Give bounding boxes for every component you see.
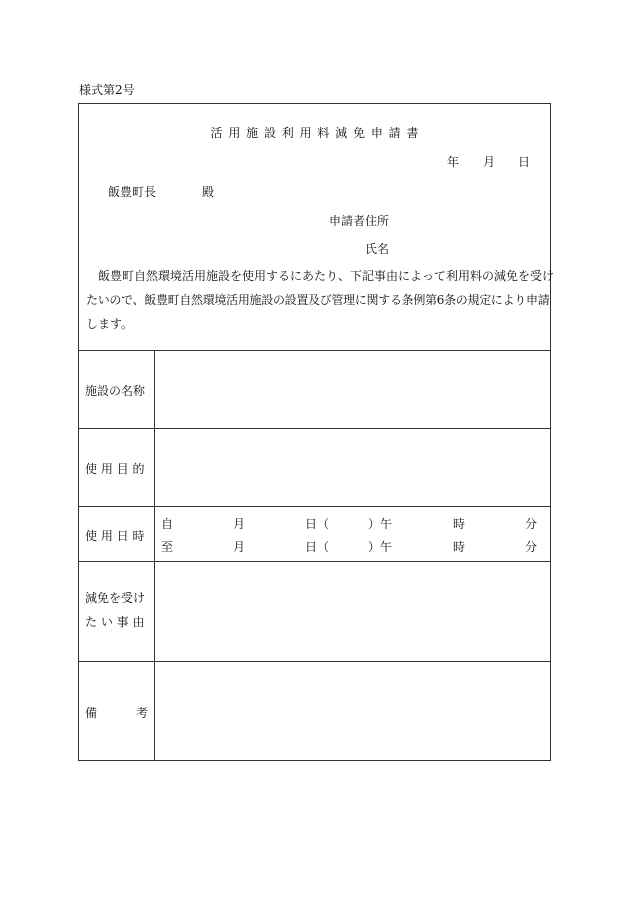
label-datetime: 使 用 日 時 xyxy=(85,529,145,543)
from-month: 月 xyxy=(233,517,246,531)
date-day: 日 xyxy=(518,155,531,169)
facility-name-field[interactable] xyxy=(155,351,550,428)
to-month: 月 xyxy=(233,540,246,554)
label-remarks-right: 考 xyxy=(136,706,149,720)
date-month: 月 xyxy=(483,155,496,169)
label-remarks-left: 備 xyxy=(85,706,98,720)
purpose-field[interactable] xyxy=(155,429,550,506)
form-number: 様式第2号 xyxy=(79,83,135,97)
datetime-from-row[interactable] xyxy=(0,515,630,533)
label-reason-line-2: た い 事 由 xyxy=(85,615,145,629)
to-hour: 時 xyxy=(453,540,466,554)
application-statement xyxy=(86,264,555,336)
applicant-address-label: 申請者住所 xyxy=(329,214,390,228)
label-facility-name: 施設の名称 xyxy=(85,384,146,398)
addressee-honorific: 殿 xyxy=(202,185,215,199)
statement-line-2: たいので、飯豊町自然環境活用施設の設置及び管理に関する条例第6条の規定により申請 xyxy=(86,293,550,307)
to-day: 日（ xyxy=(305,540,330,554)
row-divider-2 xyxy=(78,506,551,507)
statement-line-3: します。 xyxy=(86,317,134,331)
remarks-field[interactable] xyxy=(155,662,550,761)
label-reason-line-1: 減免を受け xyxy=(85,591,146,605)
date-year: 年 xyxy=(447,155,460,169)
reason-field[interactable] xyxy=(155,562,550,661)
from-prefix: 自 xyxy=(161,517,174,531)
to-ampm: ）午 xyxy=(368,540,393,554)
from-hour: 時 xyxy=(453,517,466,531)
to-minute: 分 xyxy=(525,540,538,554)
label-purpose: 使 用 目 的 xyxy=(85,462,145,476)
from-ampm: ）午 xyxy=(368,517,393,531)
datetime-to-row[interactable] xyxy=(0,538,630,556)
form-title: 活 用 施 設 利 用 料 減 免 申 請 書 xyxy=(210,126,420,140)
from-minute: 分 xyxy=(525,517,538,531)
statement-line-1: 飯豊町自然環境活用施設を使用するにあたり、下記事由によって利用料の減免を受け xyxy=(98,269,555,283)
addressee-name: 飯豊町長 xyxy=(108,185,157,199)
from-day: 日（ xyxy=(305,517,330,531)
applicant-name-label: 氏名 xyxy=(365,242,390,256)
to-prefix: 至 xyxy=(161,540,174,554)
